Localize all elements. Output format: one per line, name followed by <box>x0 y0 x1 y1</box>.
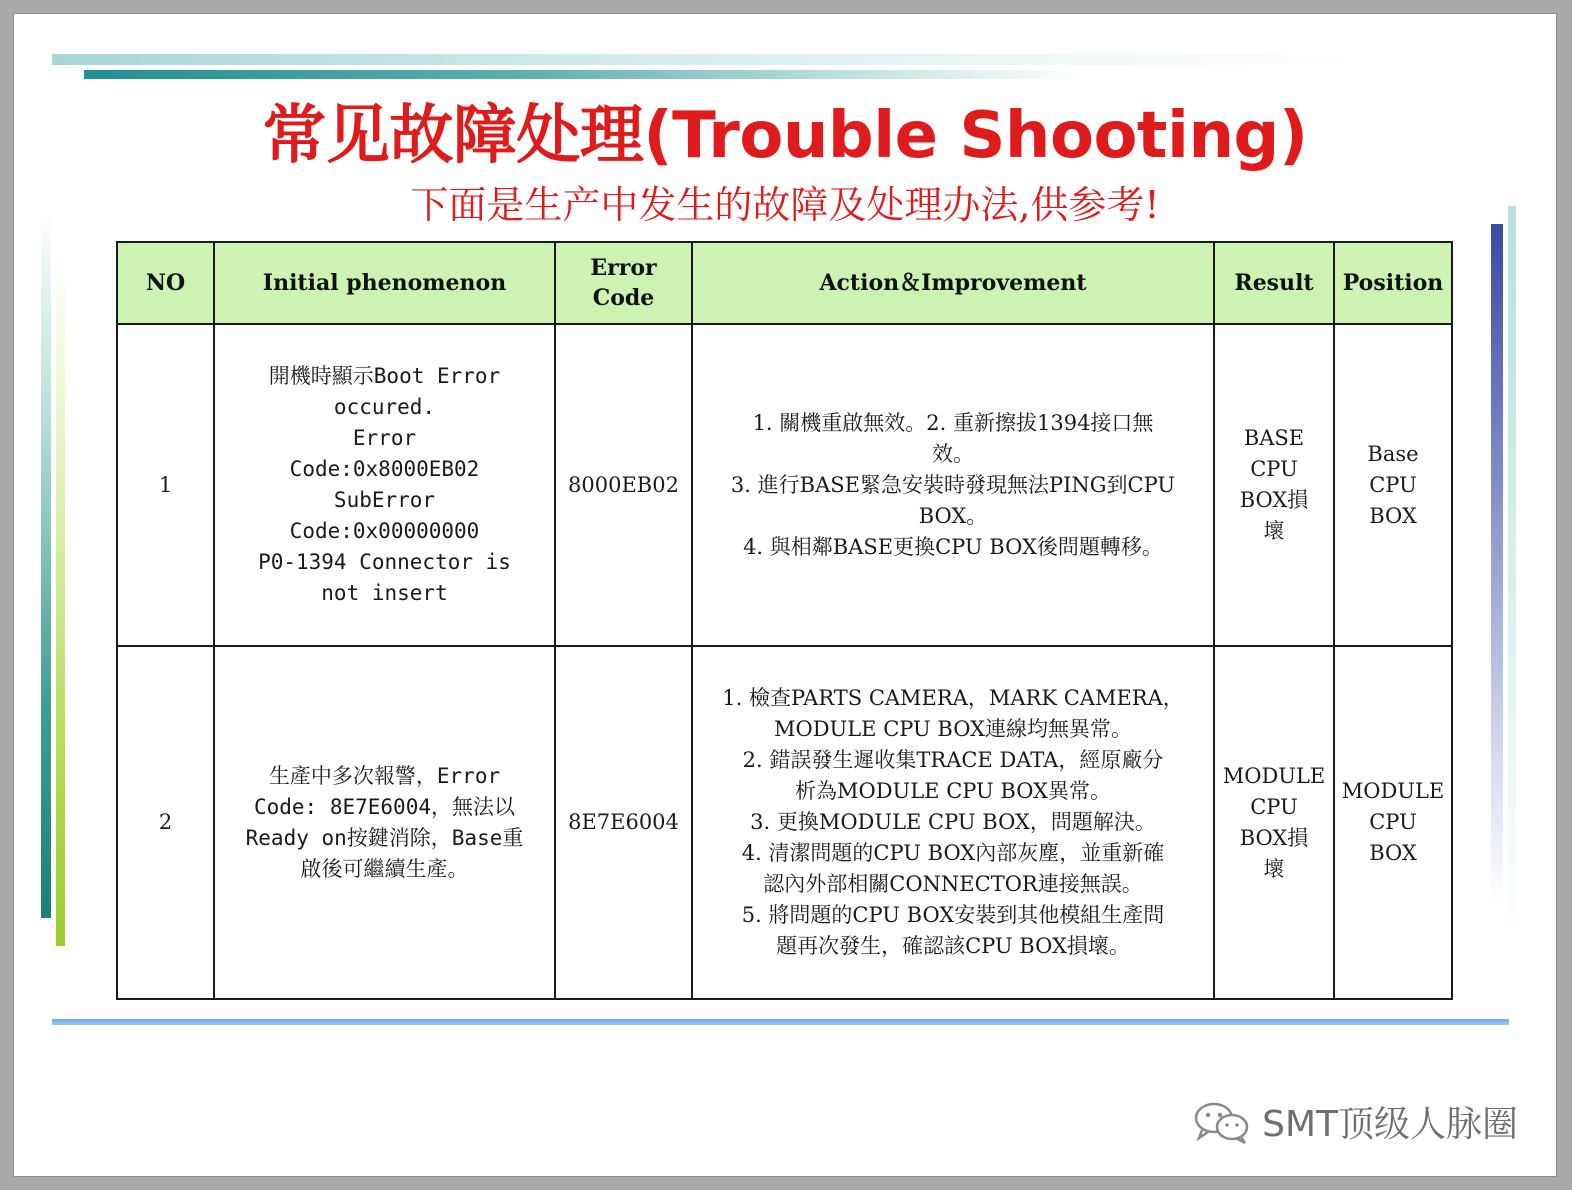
cell-result <box>1214 324 1334 646</box>
decorative-bar-right <box>1491 224 1503 904</box>
action-line: 題再次發生，確認該CPU BOX損壞。 <box>776 934 1130 958</box>
cell-position <box>1334 646 1452 999</box>
header-result: Result <box>1214 242 1334 324</box>
action-line: 3. 進行BASE緊急安裝時發現無法PING到CPU <box>730 472 1176 497</box>
action-line: 4. 與相鄰BASE更換CPU BOX後問題轉移。 <box>743 534 1163 559</box>
watermark-text: SMT顶级人脉圈 <box>1262 1104 1518 1145</box>
position-line: Base <box>1367 441 1419 466</box>
phenomenon-line: not insert <box>321 581 448 605</box>
decorative-bar-left <box>41 210 51 918</box>
result-line: BOX損 <box>1239 825 1309 850</box>
cell-result <box>1214 646 1334 999</box>
action-line: 1. 檢查PARTS CAMERA，MARK CAMERA， <box>722 686 1184 710</box>
header-action: Action＆Improvement <box>692 242 1214 324</box>
action-line: BOX。 <box>918 503 988 528</box>
result-line: CPU <box>1250 794 1298 819</box>
result-line: BOX損 <box>1239 488 1309 512</box>
position-line: BOX <box>1369 503 1417 528</box>
slide-subtitle: 下面是生产中发生的故障及处理办法,供参考! <box>410 183 1160 227</box>
trouble-shooting-table <box>116 241 1453 1000</box>
cell-action <box>692 324 1214 646</box>
phenomenon-line: 開機時顯示Boot Error <box>268 364 501 388</box>
table-header-row <box>117 242 1452 324</box>
cell-no: 1 <box>117 324 214 646</box>
action-line: 4. 清潔問題的CPU BOX內部灰塵，並重新確 <box>741 841 1165 865</box>
position-line: CPU <box>1369 472 1417 497</box>
header-error-code: Error Code <box>555 242 692 324</box>
decorative-bar-left-accent <box>56 254 65 946</box>
decorative-bar-top <box>52 54 1362 65</box>
cell-phenomenon <box>214 324 555 646</box>
phenomenon-line: occured. <box>333 395 436 419</box>
phenomenon-line: SubError <box>333 488 436 512</box>
action-line: 效。 <box>932 441 974 466</box>
result-line: 壞 <box>1263 856 1285 881</box>
phenomenon-line: Code:0x8000EB02 <box>289 457 480 481</box>
action-line: 3. 更換MODULE CPU BOX，問題解決。 <box>750 810 1156 834</box>
slide <box>14 14 1556 1176</box>
position-line: MODULE <box>1341 779 1445 803</box>
action-line: 1. 關機重啟無效。2. 重新擦拔1394接口無 <box>752 410 1154 435</box>
header-no: NO <box>117 242 214 324</box>
result-line: CPU <box>1250 457 1298 481</box>
cell-error-code: 8E7E6004 <box>555 646 692 999</box>
slide-title: 常见故障处理(Trouble Shooting) <box>262 99 1308 173</box>
phenomenon-line: Code: 8E7E6004，無法以 <box>253 794 515 819</box>
result-line: 壞 <box>1263 519 1285 543</box>
phenomenon-line: Ready on按鍵消除，Base重 <box>245 825 524 850</box>
phenomenon-line: 啟後可繼續生產。 <box>300 856 469 881</box>
action-line: 析為MODULE CPU BOX異常。 <box>794 779 1112 803</box>
cell-no: 2 <box>117 646 214 999</box>
cell-action <box>692 646 1214 999</box>
result-line: BASE <box>1243 426 1305 450</box>
action-line: 認內外部相關CONNECTOR連接無誤。 <box>763 872 1143 896</box>
watermark <box>1192 1096 1518 1147</box>
phenomenon-line: Error <box>352 426 417 450</box>
phenomenon-line: P0-1394 Connector is <box>258 550 511 574</box>
action-line: MODULE CPU BOX連線均無異常。 <box>773 717 1133 741</box>
decorative-bar-bottom <box>52 1019 1509 1025</box>
decorative-bar-top-accent <box>84 70 1084 79</box>
table-row <box>117 646 1452 999</box>
decorative-bar-right-accent <box>1508 206 1516 946</box>
phenomenon-line: Code:0x00000000 <box>289 519 480 543</box>
action-line: 2. 錯誤發生遲收集TRACE DATA，經原廠分 <box>742 748 1164 772</box>
action-line: 5. 將問題的CPU BOX安裝到其他模組生產問 <box>741 903 1165 927</box>
header-phenomenon: Initial phenomenon <box>214 242 555 324</box>
cell-position <box>1334 324 1452 646</box>
wechat-icon <box>1192 1100 1252 1144</box>
position-line: BOX <box>1369 841 1417 865</box>
phenomenon-line: 生產中多次報警，Error <box>268 763 501 788</box>
header-position: Position <box>1334 242 1452 324</box>
cell-error-code: 8000EB02 <box>555 324 692 646</box>
position-line: CPU <box>1369 810 1417 834</box>
table-row <box>117 324 1452 646</box>
result-line: MODULE <box>1222 763 1326 788</box>
cell-phenomenon <box>214 646 555 999</box>
